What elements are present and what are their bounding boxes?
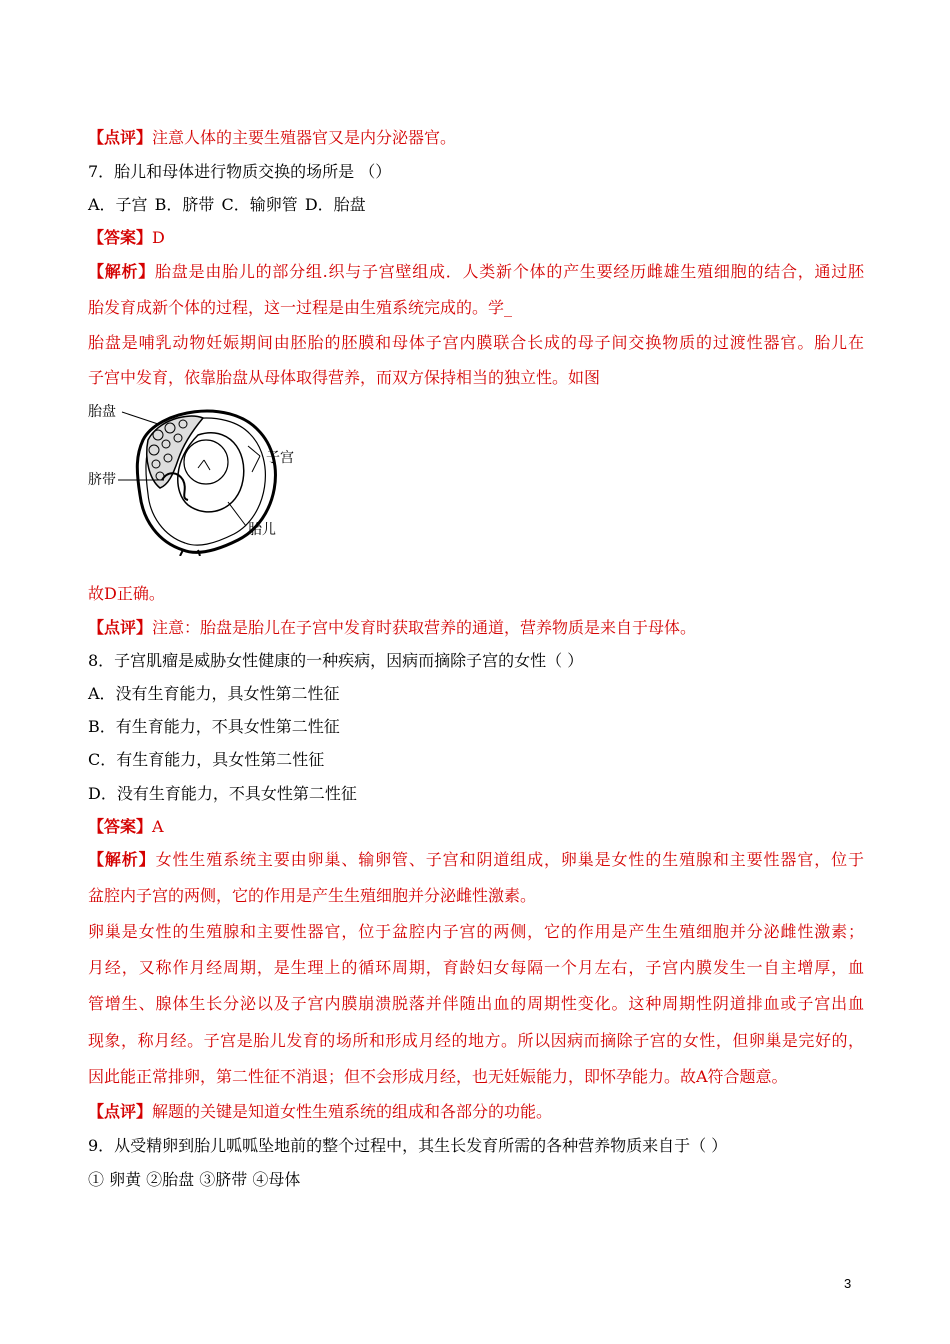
- explanation-q8-line3: 卵巢是女性的生殖腺和主要性器官，位于盆腔内子宫的两侧，它的作用是产生生殖细胞并分泌雌性激素；: [88, 922, 864, 941]
- explanation-tag: 【解析】: [88, 262, 156, 281]
- explanation-q8-line1: [88, 850, 864, 870]
- comment-tag: 【点评】: [88, 128, 153, 147]
- label-uterus: 子宫: [266, 449, 294, 465]
- explanation-q8-line5: 管增生、腺体生长分泌以及子宫内膜崩溃脱落并伴随出血的周期性变化。这种周期性阴道排血或子宫出血: [88, 994, 864, 1013]
- uterus-fetus-diagram: [88, 400, 314, 556]
- explanation-text: 女性生殖系统主要由卵巢、输卵管、子宫和阴道组成，卵巢是女性的生殖腺和主要性器官，位于: [155, 850, 864, 869]
- answer-q8: [88, 817, 164, 837]
- comment-q6: [88, 128, 456, 148]
- explanation-tag: 【解析】: [88, 850, 156, 869]
- question-8-option-d: D．没有生育能力，不具女性第二性征: [88, 784, 357, 803]
- question-7-options: A．子宫 B．脐带 C．输卵管 D．胎盘: [88, 195, 366, 214]
- explanation-q7-conclusion: 故D正确。: [88, 584, 165, 603]
- comment-text: 解题的关键是知道女性生殖系统的组成和各部分的功能。: [152, 1102, 553, 1121]
- question-9: 9．从受精卵到胎儿呱呱坠地前的整个过程中，其生长发育所需的各种营养物质来自于（ ）: [88, 1136, 728, 1155]
- answer-q7: [88, 228, 165, 248]
- explanation-q8-line6: 现象，称月经。子宫是胎儿发育的场所和形成月经的地方。所以因病而摘除子宫的女性，但卵巢是完好的，: [88, 1031, 864, 1050]
- comment-q7: [88, 618, 696, 638]
- page-number: 3: [844, 1276, 852, 1291]
- comment-q8: [88, 1102, 552, 1122]
- label-placenta: 胎盘: [88, 403, 116, 419]
- question-8-option-c: C．有生育能力，具女性第二性征: [88, 750, 325, 769]
- question-7: 7．胎儿和母体进行物质交换的场所是 （）: [88, 162, 392, 181]
- label-fetus: 胎儿: [248, 521, 276, 537]
- explanation-q8-line4: 月经，又称作月经周期，是生理上的循环周期，育龄妇女每隔一个月左右，子宫内膜发生一自主增厚，血: [88, 958, 864, 977]
- explanation-q7-line3: 胎盘是哺乳动物妊娠期间由胚胎的胚膜和母体子宫内膜联合长成的母子间交换物质的过渡性器官。胎儿在: [88, 333, 864, 352]
- explanation-q7-line4: 子宫中发育，依靠胎盘从母体取得营养，而双方保持相当的独立性。如图: [88, 368, 601, 387]
- label-umbilical-cord: 脐带: [88, 471, 116, 487]
- answer-tag: 【答案】: [88, 817, 153, 836]
- explanation-q8-line2: 盆腔内子宫的两侧，它的作用是产生生殖细胞并分泌雌性激素。: [88, 886, 537, 905]
- explanation-text: 胎盘是由胎儿的部分组.织与子宫壁组成．人类新个体的产生要经历雌雄生殖细胞的结合，通过胚: [155, 262, 864, 281]
- question-8-option-b: B．有生育能力，不具女性第二性征: [88, 717, 340, 736]
- question-8-option-a: A．没有生育能力，具女性第二性征: [88, 684, 340, 703]
- comment-tag: 【点评】: [88, 1102, 153, 1121]
- answer-tag: 【答案】: [88, 228, 153, 247]
- explanation-q7-line2: 胎发育成新个体的过程，这一过程是由生殖系统完成的。学_: [88, 298, 513, 317]
- question-9-options: ① 卵黄 ②胎盘 ③脐带 ④母体: [88, 1170, 301, 1189]
- answer-value: D: [152, 228, 165, 247]
- comment-tag: 【点评】: [88, 618, 153, 637]
- question-8: 8．子宫肌瘤是威胁女性健康的一种疾病，因病而摘除子宫的女性（ ）: [88, 651, 584, 670]
- answer-value: A: [152, 817, 164, 836]
- explanation-q8-line7: 因此能正常排卵，第二性征不消退；但不会形成月经，也无妊娠能力，即怀孕能力。故A符合题意。: [88, 1067, 788, 1086]
- comment-text: 注意人体的主要生殖器官又是内分泌器官。: [152, 128, 457, 147]
- comment-text: 注意：胎盘是胎儿在子宫中发育时获取营养的通道，营养物质是来自于母体。: [152, 618, 697, 637]
- explanation-q7-line1: [88, 262, 864, 282]
